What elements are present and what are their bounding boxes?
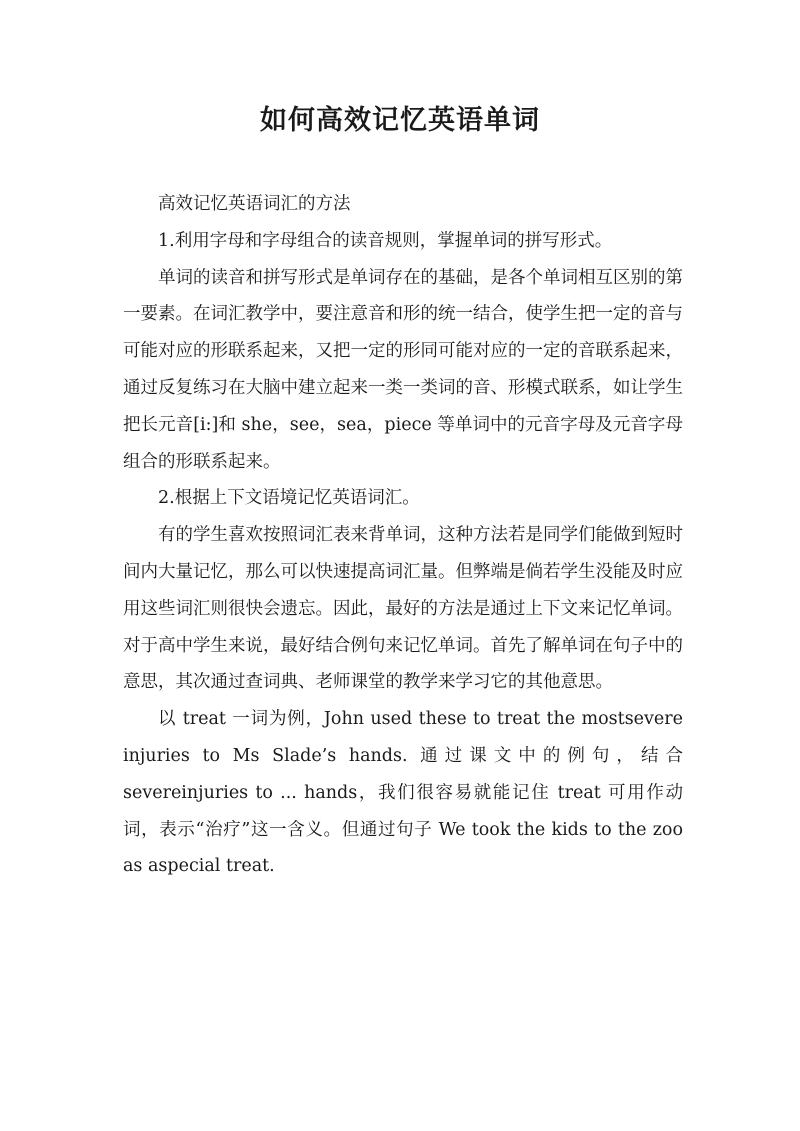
paragraph-heading: 高效记忆英语词汇的方法	[158, 194, 351, 214]
paragraph-body: 单词的读音和拼写形式是单词存在的基础，是各个单词相互区别的第一要素。在词汇教学中，要注意音和形的统一结合，使学生把一定的音与可能对应的形联系起来，又把一定的形同可能对应的一定的音联系起来，通过反复练习在大脑中建立起来一类一类词的音、形模式联系，如让学生把长元音[i:]和 she，see，sea，piece 等单词中的元音字母及元音字母组合的形联系起来。	[123, 267, 683, 472]
document-body	[123, 186, 683, 885]
paragraph-point-1: 1.利用字母和字母组合的读音规则，掌握单词的拼写形式。	[158, 230, 613, 251]
document-title: 如何高效记忆英语单词	[260, 105, 540, 136]
paragraph-example: 以 treat 一词为例，John used these to treat the mostsevere injuries to Ms Slade’s hands. 通过课文中的例句，结合 severeinjuries to ... hands，我们很容易就能记住 treat 可用作动词，表示“治疗”这一含义。但通过句子 We took the kids to the zoo as aspecial treat.	[123, 709, 683, 877]
paragraph-point-2: 2.根据上下文语境记忆英语词汇。	[158, 488, 420, 509]
paragraph-body: 有的学生喜欢按照词汇表来背单词，这种方法若是同学们能做到短时间内大量记忆，那么可以快速提高词汇量。但弊端是倘若学生没能及时应用这些词汇则很快会遗忘。因此，最好的方法是通过上下文来记忆单词。对于高中学生来说，最好结合例句来记忆单词。首先了解单词在句子中的意思，其次通过查词典、老师课堂的教学来学习它的其他意思。	[123, 525, 683, 693]
